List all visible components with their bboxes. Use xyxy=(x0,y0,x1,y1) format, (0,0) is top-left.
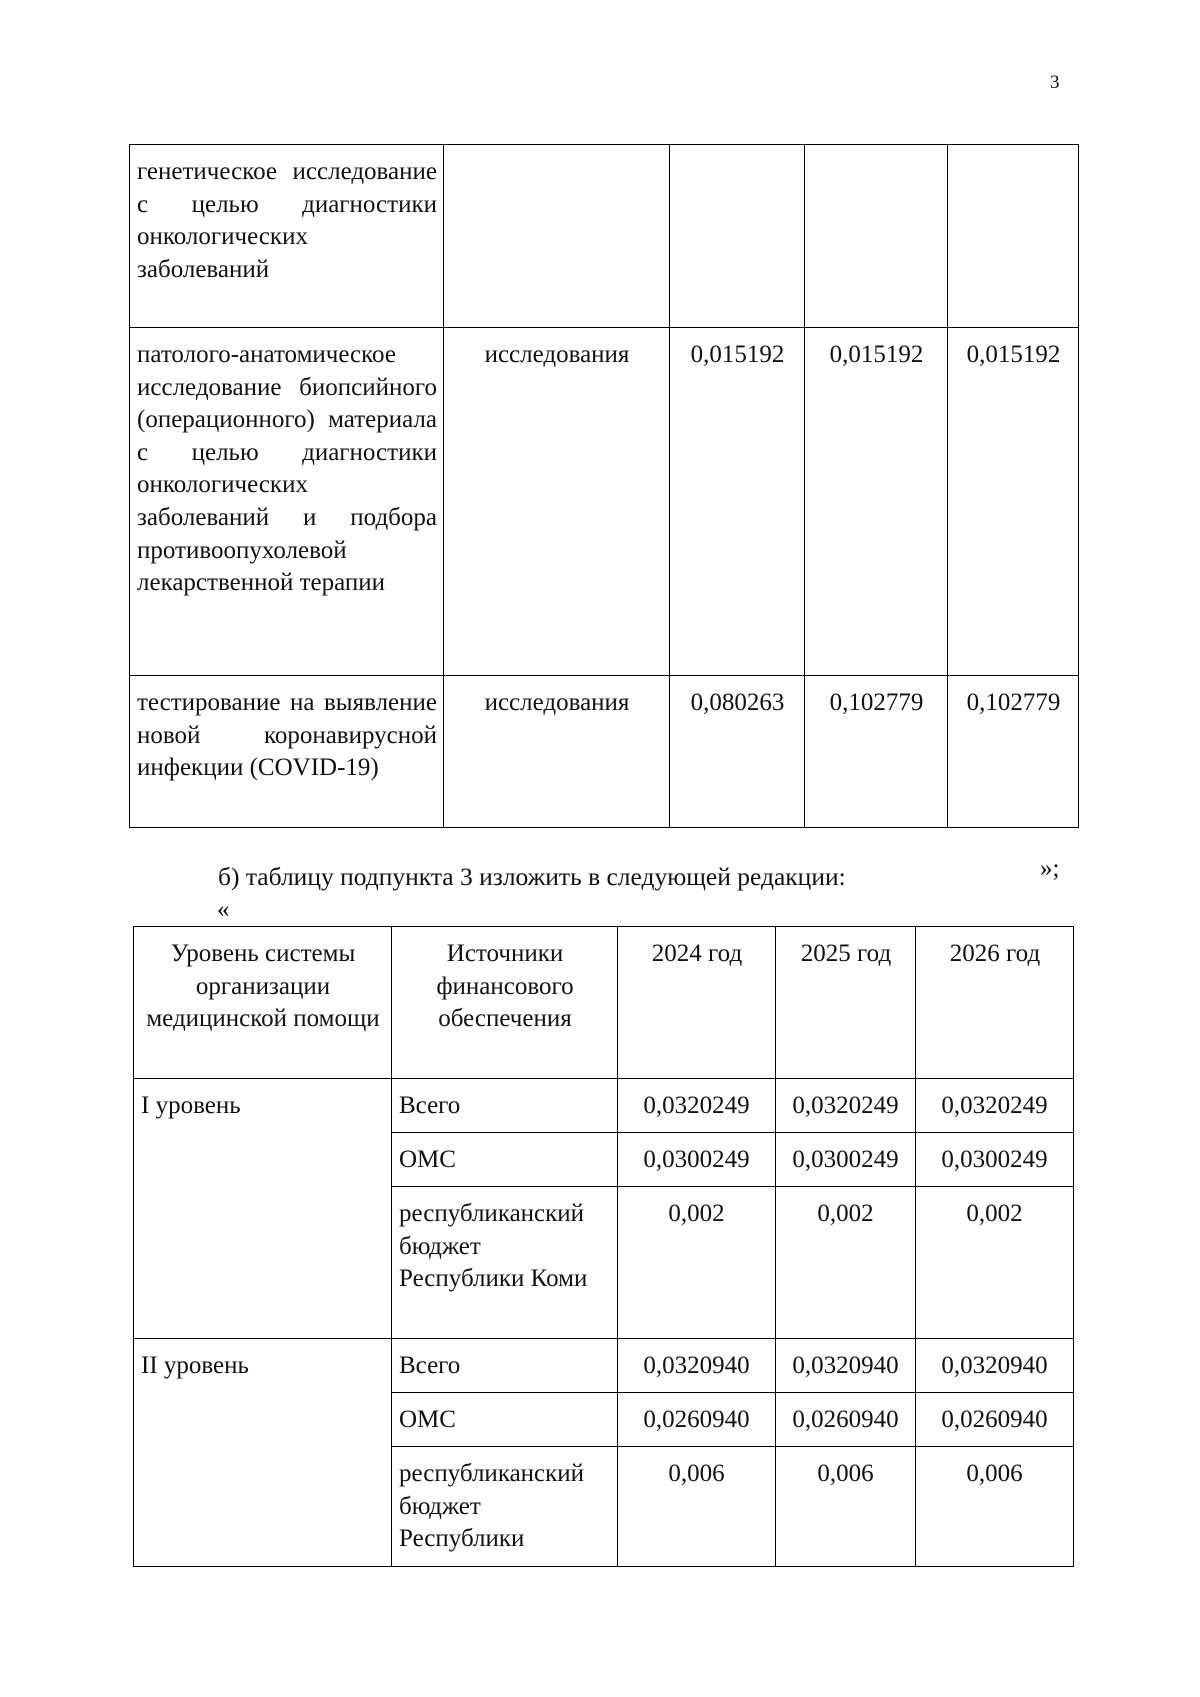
financing-table xyxy=(133,926,1074,1567)
source-cell: республиканский бюджет Республики xyxy=(392,1447,618,1567)
unit-cell xyxy=(444,145,670,328)
value-cell: 0,0320940 xyxy=(776,1339,916,1393)
closing-quote: »; xyxy=(1040,855,1060,882)
table-row xyxy=(134,1079,1074,1133)
source-cell: ОМС xyxy=(392,1393,618,1447)
value-cell: 0,0320249 xyxy=(618,1079,776,1133)
value-cell: 0,102779 xyxy=(805,676,948,828)
column-header-2024: 2024 год xyxy=(618,927,776,1079)
value-cell: 0,080263 xyxy=(670,676,805,828)
value-cell: 0,0300249 xyxy=(618,1133,776,1187)
table-row xyxy=(134,1339,1074,1393)
value-cell: 0,006 xyxy=(776,1447,916,1567)
value-cell: 0,0320249 xyxy=(916,1079,1074,1133)
value-cell: 0,102779 xyxy=(948,676,1079,828)
value-cell xyxy=(805,145,948,328)
research-name-cell: тестирование на выявление новой коронавирусной инфекции (COVID-19) xyxy=(130,676,444,828)
source-cell: Всего xyxy=(392,1339,618,1393)
value-cell: 0,0320940 xyxy=(618,1339,776,1393)
value-cell: 0,0260940 xyxy=(776,1393,916,1447)
value-cell: 0,006 xyxy=(916,1447,1074,1567)
value-cell: 0,015192 xyxy=(948,328,1079,676)
column-header-source: Источники финансового обеспечения xyxy=(392,927,618,1079)
instruction-paragraph: б) таблицу подпункта 3 изложить в следующей редакции: xyxy=(218,862,846,891)
research-name-cell: патолого-анатомическое исследование биопсийного (операционного) материала с целью диагностики онкологических заболеваний и подбора противоопухолевой лекарственной терапии xyxy=(130,328,444,676)
source-cell: Всего xyxy=(392,1079,618,1133)
table-row xyxy=(130,328,1079,676)
table-row xyxy=(130,145,1079,328)
source-cell: ОМС xyxy=(392,1133,618,1187)
research-name-cell: генетическое исследование с целью диагностики онкологических заболеваний xyxy=(130,145,444,328)
table-row xyxy=(130,676,1079,828)
value-cell: 0,0320940 xyxy=(916,1339,1074,1393)
value-cell: 0,002 xyxy=(916,1187,1074,1339)
column-header-level: Уровень системы организации медицинской помощи xyxy=(134,927,392,1079)
unit-cell: исследования xyxy=(444,676,670,828)
value-cell: 0,006 xyxy=(618,1447,776,1567)
column-header-2026: 2026 год xyxy=(916,927,1074,1079)
page-number: 3 xyxy=(1050,72,1060,93)
value-cell: 0,002 xyxy=(776,1187,916,1339)
level-cell: II уровень xyxy=(134,1339,392,1567)
opening-quote: « xyxy=(217,896,230,923)
value-cell xyxy=(948,145,1079,328)
value-cell xyxy=(670,145,805,328)
table-header-row xyxy=(134,927,1074,1079)
value-cell: 0,0260940 xyxy=(916,1393,1074,1447)
value-cell: 0,015192 xyxy=(805,328,948,676)
level-cell: I уровень xyxy=(134,1079,392,1339)
column-header-2025: 2025 год xyxy=(776,927,916,1079)
source-cell: республиканский бюджет Республики Коми xyxy=(392,1187,618,1339)
value-cell: 0,002 xyxy=(618,1187,776,1339)
unit-cell: исследования xyxy=(444,328,670,676)
value-cell: 0,0300249 xyxy=(916,1133,1074,1187)
value-cell: 0,0300249 xyxy=(776,1133,916,1187)
value-cell: 0,0260940 xyxy=(618,1393,776,1447)
value-cell: 0,0320249 xyxy=(776,1079,916,1133)
research-volume-table xyxy=(129,144,1079,828)
value-cell: 0,015192 xyxy=(670,328,805,676)
